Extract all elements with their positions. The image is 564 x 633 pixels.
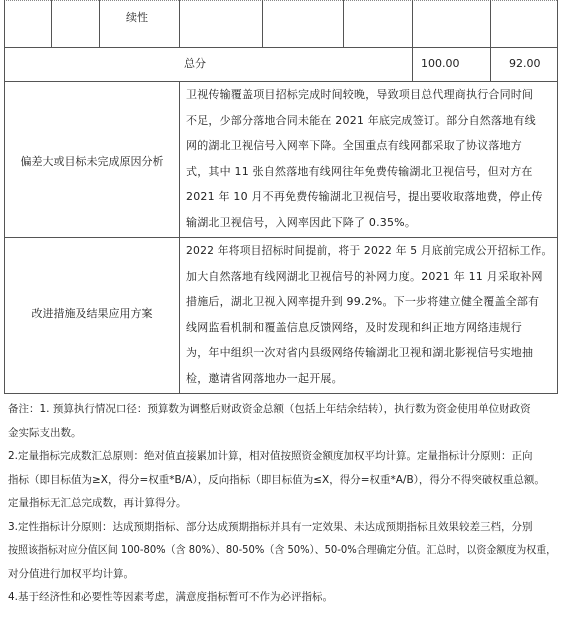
- total-actual-score: 92.00: [509, 57, 541, 70]
- total-label: 总分: [184, 57, 206, 70]
- col-divider-5: [343, 0, 344, 47]
- table-left-border: [4, 0, 5, 393]
- deviation-paragraph: [186, 82, 543, 236]
- table-bottom-border: [4, 393, 558, 394]
- note-3-line: 3.定性指标计分原则：达成预期指标、部分达成预期指标并具有一定效果、未达成预期指标且效果较差三档，分别: [8, 520, 533, 533]
- total-full-score: 100.00: [421, 57, 460, 70]
- text-line: 2022 年将项目招标时间提前，将于 2022 年 5 月底前完成公开招标工作。: [186, 244, 553, 257]
- note-2-line: 指标（即目标值为≥X，得分=权重*B/A），反向指标（即目标值为≤X，得分=权重*A/B），得分不得突破权重总额。: [8, 473, 545, 486]
- text-line: 为，年中组织一次对省内县级网络传输湖北卫视和湖北影视信号实地抽: [186, 346, 534, 360]
- col-divider-3: [179, 0, 180, 47]
- improvement-label: 改进措施及结果应用方案: [31, 307, 153, 320]
- col-divider-1: [51, 0, 52, 47]
- text-line: 输湖北卫视信号，入网率因此下降了 0.35%。: [186, 215, 417, 229]
- note-2-line: 2.定量指标完成数汇总原则：绝对值直接累加计算，相对值按照资金额度加权平均计算。定量指标计分原则：正向: [8, 450, 533, 462]
- col-divider-2: [99, 0, 100, 47]
- note-1-line: 备注：1. 预算执行情况口径：预算数为调整后财政资金总额（包括上年结余结转），执行数为资金使用单位财政资: [8, 403, 531, 415]
- text-line: 加大自然落地有线网湖北卫视信号的补网力度。2021 年 11 月采取补网: [186, 269, 543, 283]
- col-divider-6: [412, 0, 413, 81]
- top-row-label: 续性: [126, 11, 148, 24]
- deviation-label: 偏差大或目标未完成原因分析: [20, 155, 164, 168]
- text-line: 措施后，湖北卫视入网率提升到 99.2%。下一步将建立健全覆盖全部有: [186, 295, 540, 309]
- note-3-line: 对分值进行加权平均计算。: [8, 567, 134, 580]
- text-line: 网的湖北卫视信号入网率下降。全国重点有线网都采取了协议落地方: [186, 139, 522, 153]
- text-line: 不足，少部分落地合同未能在 2021 年底完成签订。部分自然落地有线: [186, 113, 536, 127]
- text-line: 式，其中 11 张自然落地有线网往年免费传输湖北卫视信号，但对方在: [186, 164, 533, 178]
- text-line: 检，邀请省网落地办一起开展。: [186, 371, 343, 385]
- notes-section: [8, 398, 564, 610]
- note-2-line: 定量指标无汇总完成数，再计算得分。: [8, 497, 187, 509]
- row-divider-1: [4, 47, 558, 48]
- top-dotted-border: [4, 0, 557, 1]
- text-line: 2021 年 10 月不再免费传输湖北卫视信号，提出要收取落地费，停止传: [186, 190, 543, 204]
- text-line: 卫视传输覆盖项目招标完成时间较晚，导致项目总代理商执行合同时间: [186, 88, 534, 101]
- note-1-line: 金实际支出数。: [8, 426, 82, 439]
- note-4-line: 4.基于经济性和必要性等因素考虑，满意度指标暂可不作为必评指标。: [8, 591, 334, 603]
- text-line: 线网监看机制和覆盖信息反馈网络，及时发现和纠正地方网络违规行: [186, 320, 522, 334]
- col-divider-7: [490, 0, 491, 81]
- note-3-line: 按照该指标对应分值区间 100-80%（含 80%）、80-50%（含 50%）、50-0%合理确定分值。汇总时，以资金额度为权重，: [8, 544, 557, 556]
- col-divider-4: [262, 0, 263, 47]
- improvement-paragraph: [186, 238, 560, 392]
